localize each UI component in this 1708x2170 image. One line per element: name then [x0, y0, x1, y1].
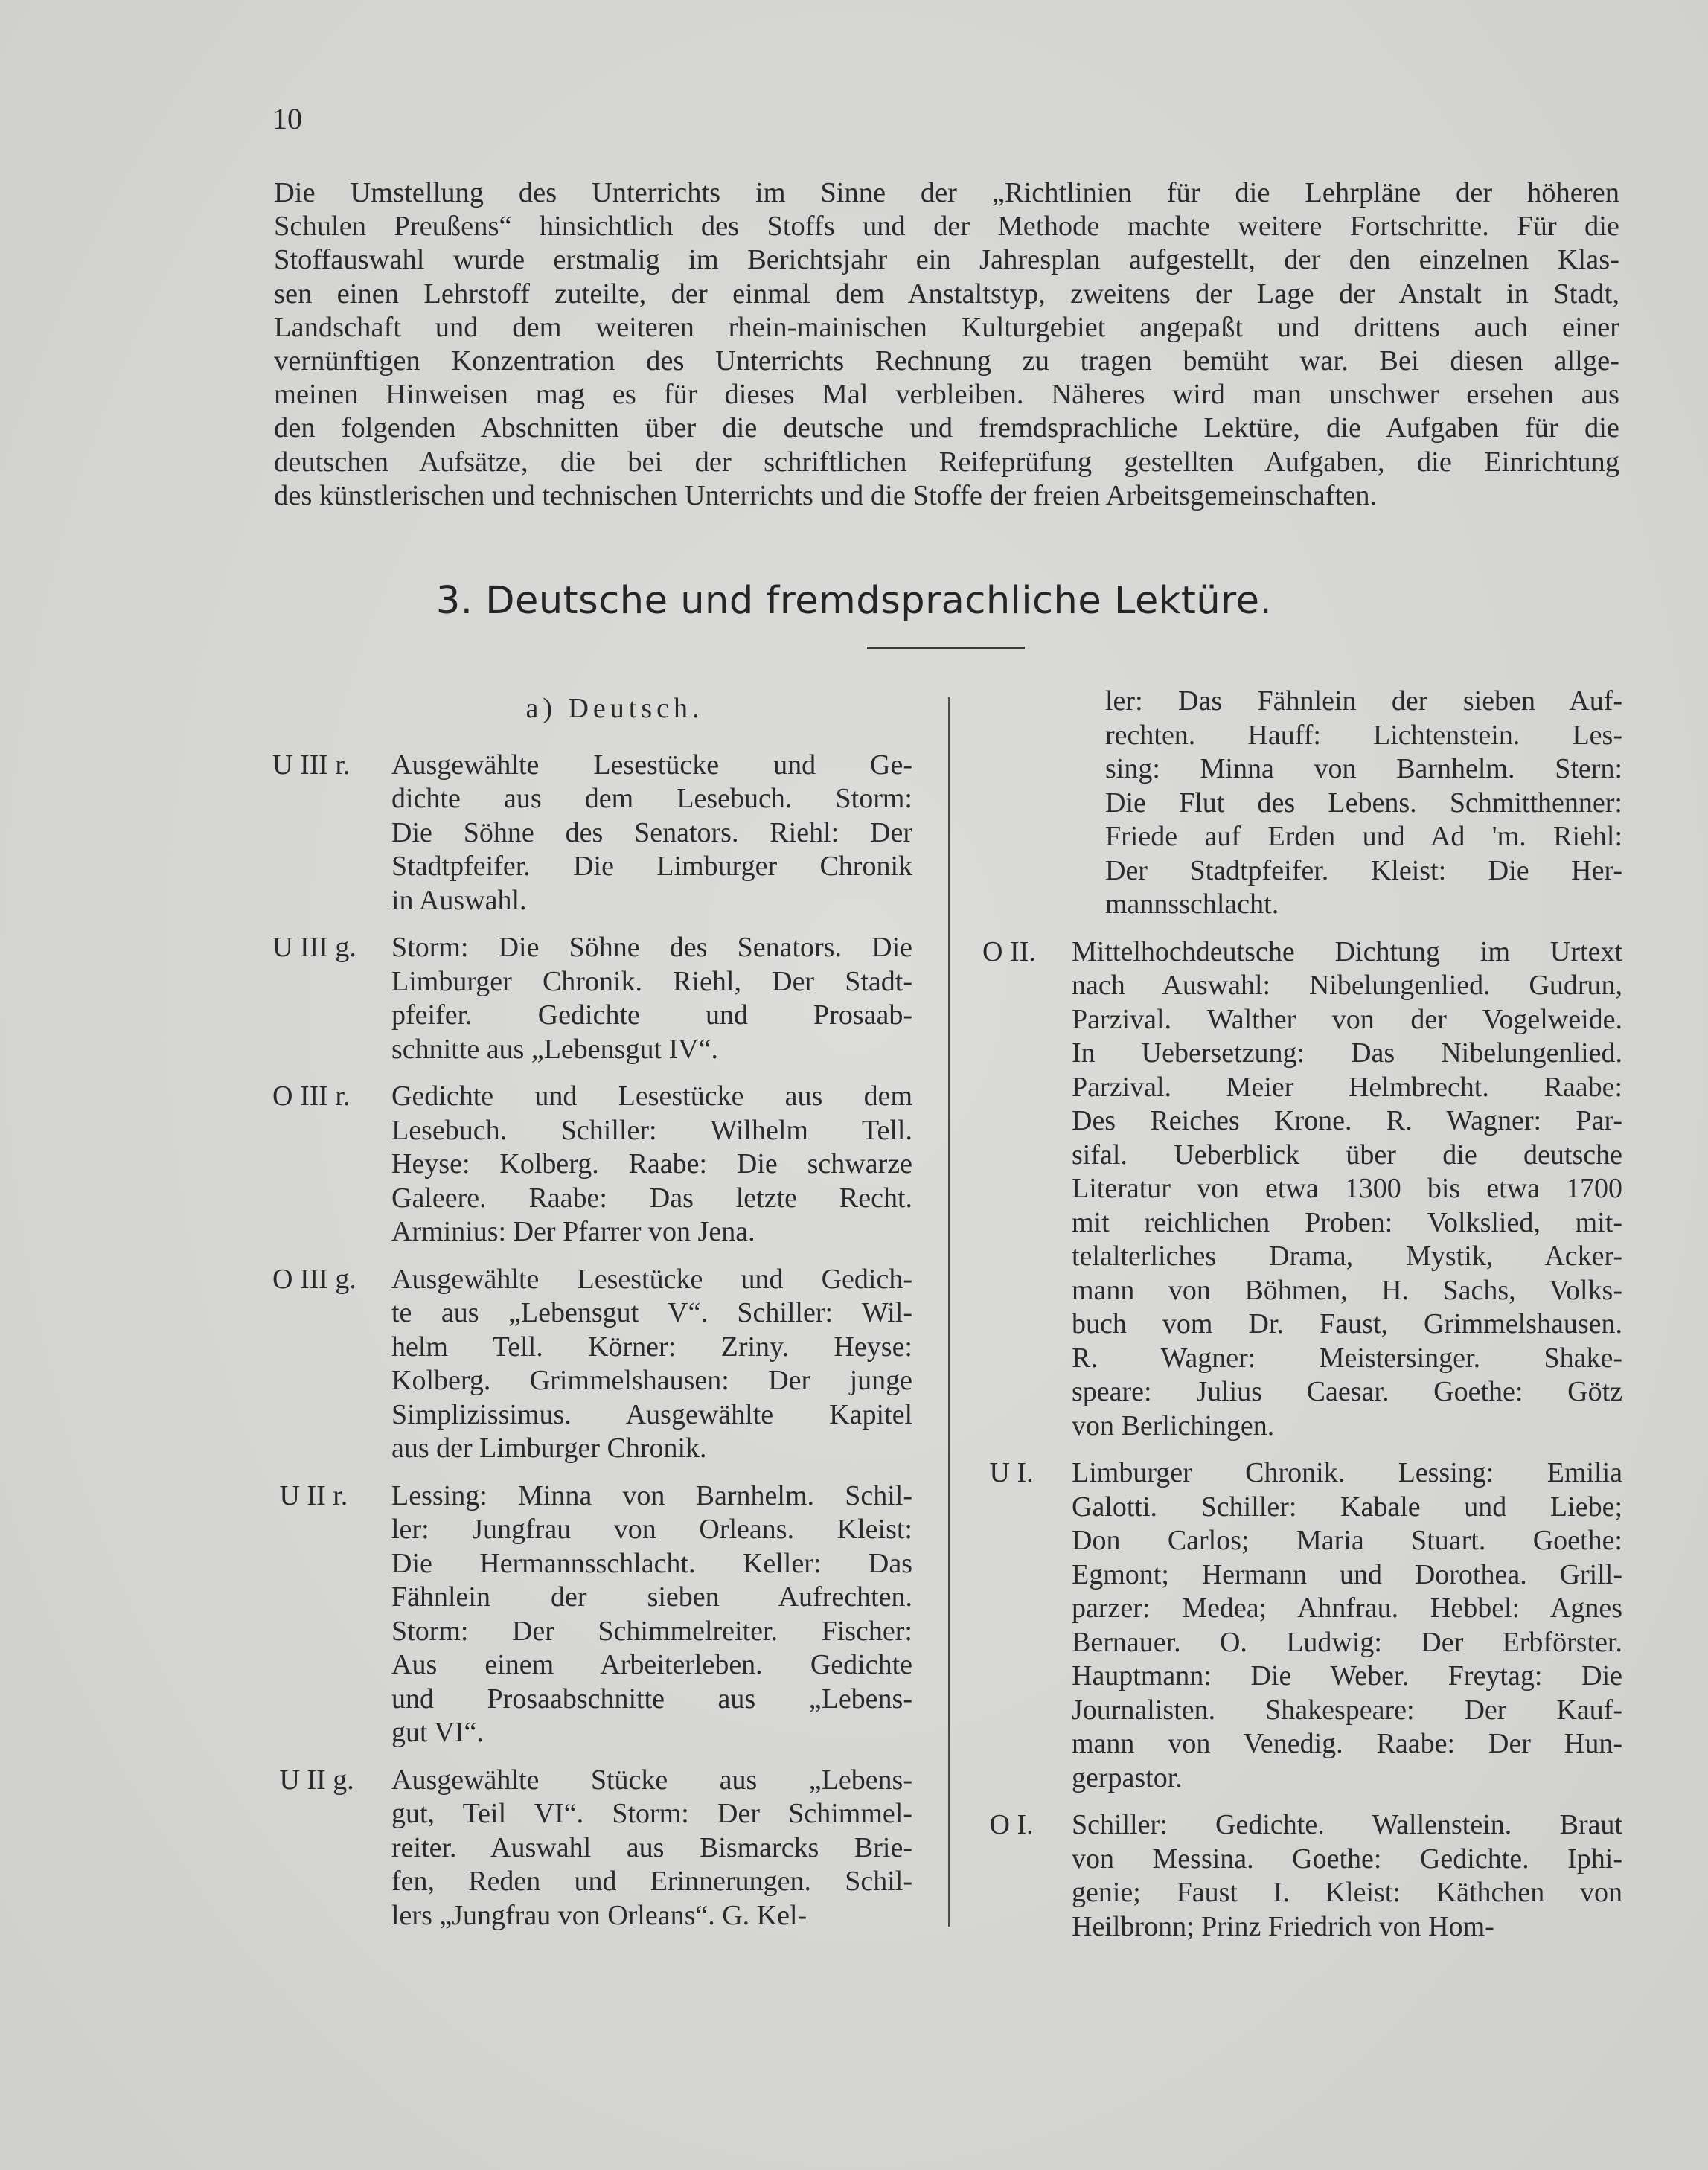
- class-text: [391, 749, 912, 918]
- continuation-text: [982, 685, 1622, 922]
- class-label: U II g.: [272, 1764, 354, 1796]
- text-line: fen, Reden und Erinnerungen. Schil-: [391, 1866, 912, 1897]
- text-line: Der Stadtpfeifer. Kleist: Die Her-: [1105, 854, 1622, 886]
- class-entry: [272, 1080, 912, 1249]
- text-line: Egmont; Hermann und Dorothea. Grill-: [1072, 1558, 1622, 1590]
- text-line: Landschaft und dem weiteren rhein-mainischen Kulturgebiet angepaßt und drittens auch einer: [274, 311, 1619, 343]
- text-line: lers „Jungfrau von Orleans“. G. Kel-: [391, 1899, 807, 1931]
- class-text: [1072, 1808, 1622, 1944]
- text-line: deutschen Aufsätze, die bei der schriftlichen Reifeprüfung gestellten Aufgaben, die Einrichtung: [274, 446, 1619, 478]
- text-line: Stadtpfeifer. Die Limburger Chronik: [391, 851, 912, 882]
- text-line: ler: Das Fähnlein der sieben Auf-: [1105, 685, 1622, 717]
- text-line: nach Auswahl: Nibelungenlied. Gudrun,: [1072, 970, 1622, 1001]
- class-entry: [982, 935, 1622, 1444]
- text-line: aus der Limburger Chronik.: [391, 1433, 707, 1464]
- class-text: [1072, 1456, 1622, 1795]
- text-line: von Messina. Goethe: Gedichte. Iphi-: [1072, 1843, 1622, 1875]
- right-column: [982, 685, 1622, 1957]
- text-line: Parzival. Meier Helmbrecht. Raabe:: [1072, 1071, 1622, 1103]
- text-line: Lesebuch. Schiller: Wilhelm Tell.: [391, 1114, 912, 1146]
- text-line: Gedichte und Lesestücke aus dem: [391, 1081, 912, 1112]
- text-line: Simplizissimus. Ausgewählte Kapitel: [391, 1398, 912, 1430]
- text-line: Des Reiches Krone. R. Wagner: Par-: [1072, 1105, 1622, 1136]
- text-line: telalterliches Drama, Mystik, Acker-: [1072, 1241, 1622, 1272]
- text-line: Die Hermannsschlacht. Keller: Das: [391, 1547, 912, 1579]
- text-line: Storm: Der Schimmelreiter. Fischer:: [391, 1615, 912, 1647]
- text-line: reiter. Auswahl aus Bismarcks Brie-: [391, 1831, 912, 1863]
- text-line: pfeifer. Gedichte und Prosaab-: [391, 999, 912, 1031]
- text-line: Limburger Chronik. Lessing: Emilia: [1072, 1457, 1622, 1488]
- text-line: Storm: Die Söhne des Senators. Die: [391, 932, 912, 963]
- text-line: speare: Julius Caesar. Goethe: Götz: [1072, 1376, 1622, 1407]
- text-line: gerpastor.: [1072, 1761, 1183, 1793]
- class-label: O II.: [982, 935, 1036, 967]
- class-text: [1072, 935, 1622, 1444]
- left-column: [272, 692, 912, 1946]
- text-line: Lessing: Minna von Barnhelm. Schil-: [391, 1479, 912, 1511]
- text-line: ler: Jungfrau von Orleans. Kleist:: [391, 1514, 912, 1545]
- text-line: In Uebersetzung: Das Nibelungenlied.: [1072, 1037, 1622, 1069]
- text-line: und Prosaabschnitte aus „Lebens-: [391, 1683, 912, 1715]
- class-entry: [272, 749, 912, 918]
- text-line: in Auswahl.: [391, 884, 527, 916]
- class-label: O I.: [982, 1809, 1034, 1840]
- class-label: O III g.: [272, 1263, 356, 1295]
- class-text: [391, 1080, 912, 1249]
- page-number: 10: [272, 102, 302, 135]
- text-line: Arminius: Der Pfarrer von Jena.: [391, 1216, 755, 1247]
- class-text: [391, 1479, 912, 1750]
- text-line: gut VI“.: [391, 1717, 484, 1748]
- text-line: Ausgewählte Stücke aus „Lebens-: [391, 1764, 912, 1796]
- text-line: Parzival. Walther von der Vogelweide.: [1072, 1003, 1622, 1035]
- text-line: mann von Venedig. Raabe: Der Hun-: [1072, 1728, 1622, 1759]
- class-entry: [272, 1764, 912, 1933]
- text-line: genie; Faust I. Kleist: Käthchen von: [1072, 1877, 1622, 1908]
- text-line: den folgenden Abschnitten über die deutsche und fremdsprachliche Lektüre, die Aufgaben für die: [274, 412, 1619, 444]
- section-heading: 3. Deutsche und fremdsprachliche Lektüre.: [435, 579, 1273, 623]
- text-line: sing: Minna von Barnhelm. Stern:: [1105, 753, 1622, 784]
- class-label: O III r.: [272, 1081, 351, 1112]
- class-entry: [982, 1456, 1622, 1795]
- text-line: Bernauer. O. Ludwig: Der Erbförster.: [1072, 1626, 1622, 1658]
- text-line: Aus einem Arbeiterleben. Gedichte: [391, 1649, 912, 1680]
- text-line: mann von Böhmen, H. Sachs, Volks-: [1072, 1274, 1622, 1306]
- class-text: [391, 1263, 912, 1466]
- left-entries: [272, 749, 912, 1933]
- text-line: sen einen Lehrstoff zuteilte, der einmal dem Anstaltstyp, zweitens der Lage der Anstalt in Stadt,: [274, 278, 1619, 310]
- text-line: Ausgewählte Lesestücke und Ge-: [391, 749, 912, 781]
- class-entry: [272, 1479, 912, 1750]
- text-line: te aus „Lebensgut V“. Schiller: Wil-: [391, 1297, 912, 1328]
- class-text: [391, 1764, 912, 1933]
- text-line: Kolberg. Grimmelshausen: Der junge: [391, 1365, 912, 1396]
- text-line: Hauptmann: Die Weber. Freytag: Die: [1072, 1660, 1622, 1691]
- text-line: vernünftigen Konzentration des Unterrichts Rechnung zu tragen bemüht war. Bei diesen allge-: [274, 345, 1619, 377]
- text-line: sifal. Ueberblick über die deutsche: [1072, 1139, 1622, 1171]
- text-line: Schiller: Gedichte. Wallenstein. Braut: [1072, 1809, 1622, 1840]
- text-line: Stoffauswahl wurde erstmalig im Berichtsjahr ein Jahresplan aufgestellt, der den einzelnen Klas-: [274, 244, 1619, 276]
- text-line: des künstlerischen und technischen Unterrichts und die Stoffe der freien Arbeitsgemeinschaften.: [274, 479, 1378, 511]
- class-label: U I.: [982, 1457, 1034, 1488]
- right-entries: [982, 935, 1622, 1945]
- text-line: Journalisten. Shakespeare: Der Kauf-: [1072, 1694, 1622, 1726]
- class-label: U III g.: [272, 932, 356, 963]
- text-line: meinen Hinweisen mag es für dieses Mal verbleiben. Näheres wird man unschwer ersehen aus: [274, 379, 1619, 411]
- text-line: Friede auf Erden und Ad 'm. Riehl:: [1105, 821, 1622, 852]
- text-line: Don Carlos; Maria Stuart. Goethe:: [1072, 1525, 1622, 1556]
- text-line: Ausgewählte Lesestücke und Gedich-: [391, 1263, 912, 1295]
- text-line: Die Umstellung des Unterrichts im Sinne der „Richtlinien für die Lehrpläne der höheren: [274, 177, 1619, 208]
- class-entry: [272, 931, 912, 1066]
- text-line: Literatur von etwa 1300 bis etwa 1700: [1072, 1173, 1622, 1204]
- text-line: dichte aus dem Lesebuch. Storm:: [391, 783, 912, 814]
- text-line: Die Flut des Lebens. Schmitthenner:: [1105, 787, 1622, 819]
- text-line: parzer: Medea; Ahnfrau. Hebbel: Agnes: [1072, 1593, 1622, 1624]
- text-line: von Berlichingen.: [1072, 1409, 1275, 1441]
- class-text: [391, 931, 912, 1066]
- text-line: mannsschlacht.: [1105, 889, 1279, 920]
- text-line: buch vom Dr. Faust, Grimmelshausen.: [1072, 1308, 1622, 1340]
- class-entry: [272, 1263, 912, 1466]
- class-label: U II r.: [272, 1479, 348, 1511]
- text-line: Mittelhochdeutsche Dichtung im Urtext: [1072, 935, 1622, 967]
- class-label: U III r.: [272, 749, 351, 781]
- class-entry: [982, 1808, 1622, 1944]
- text-line: mit reichlichen Proben: Volkslied, mit-: [1072, 1206, 1622, 1238]
- text-line: Die Söhne des Senators. Riehl: Der: [391, 816, 912, 848]
- text-line: Limburger Chronik. Riehl, Der Stadt-: [391, 965, 912, 997]
- text-line: Schulen Preußens“ hinsichtlich des Stoffs und der Methode machte weitere Fortschritte. Für die: [274, 211, 1619, 243]
- text-line: Heyse: Kolberg. Raabe: Die schwarze: [391, 1148, 912, 1180]
- text-line: Galotti. Schiller: Kabale und Liebe;: [1072, 1491, 1622, 1523]
- text-line: rechten. Hauff: Lichtenstein. Les-: [1105, 719, 1622, 751]
- intro-paragraph: [274, 176, 1619, 513]
- text-line: Heilbronn; Prinz Friedrich von Hom-: [1072, 1910, 1494, 1942]
- text-line: Galeere. Raabe: Das letzte Recht.: [391, 1182, 912, 1214]
- heading-rule: [867, 647, 1025, 649]
- text-line: gut, Teil VI“. Storm: Der Schimmel-: [391, 1798, 912, 1829]
- text-line: Fähnlein der sieben Aufrechten.: [391, 1581, 912, 1613]
- subheading-deutsch: a) Deutsch.: [525, 693, 704, 724]
- text-line: helm Tell. Körner: Zriny. Heyse:: [391, 1331, 912, 1363]
- column-divider: [948, 697, 950, 1927]
- text-line: R. Wagner: Meistersinger. Shake-: [1072, 1342, 1622, 1374]
- text-line: schnitte aus „Lebensgut IV“.: [391, 1033, 718, 1065]
